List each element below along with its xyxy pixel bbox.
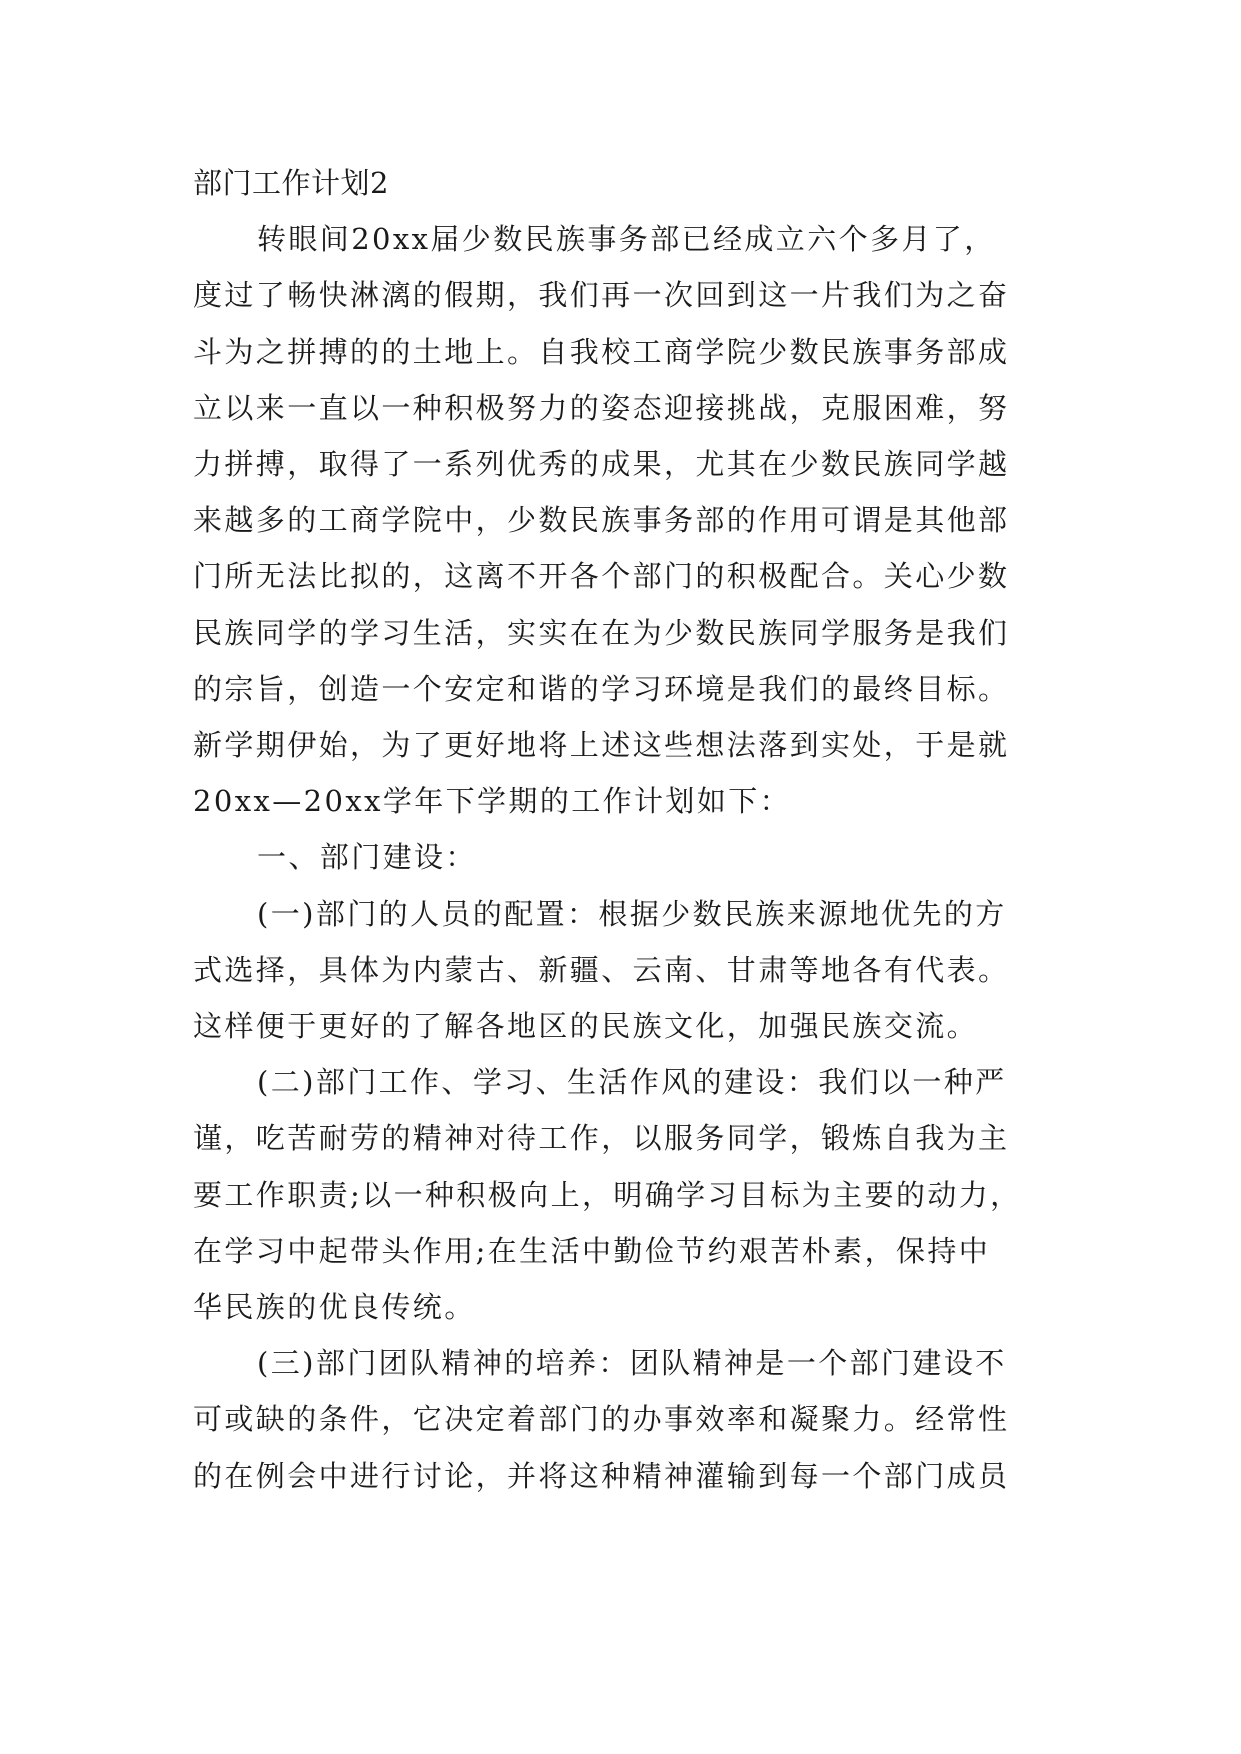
- section-heading: 一、部门建设：: [257, 840, 477, 875]
- text-line: 的在例会中进行讨论，并将这种精神灌输到每一个部门成员: [193, 1458, 1010, 1493]
- text-line: 度过了畅快淋漓的假期，我们再一次回到这一片我们为之奋: [193, 278, 1010, 313]
- text-line: (三)部门团队精神的培养：团队精神是一个部门建设不: [257, 1346, 1007, 1381]
- text-line: 要工作职责;以一种积极向上，明确学习目标为主要的动力，: [193, 1177, 1022, 1212]
- text-line: (一)部门的人员的配置：根据少数民族来源地优先的方: [257, 896, 1007, 931]
- document-text: [193, 211, 1063, 1504]
- text-line: (二)部门工作、学习、生活作风的建设：我们以一种严: [257, 1065, 1007, 1100]
- text-line: 转眼间20xx届少数民族事务部已经成立六个多月了，: [257, 222, 996, 257]
- text-line: 新学期伊始，为了更好地将上述这些想法落到实处，于是就: [193, 728, 1010, 763]
- text-line: 门所无法比拟的，这离不开各个部门的积极配合。关心少数: [193, 559, 1010, 594]
- text-line: 立以来一直以一种积极努力的姿态迎接挑战，克服困难，努: [193, 390, 1010, 425]
- document-title: 部门工作计划2: [193, 166, 389, 200]
- text-line: 来越多的工商学院中，少数民族事务部的作用可谓是其他部: [193, 503, 1010, 538]
- text-line: 这样便于更好的了解各地区的民族文化，加强民族交流。: [193, 1009, 979, 1044]
- text-line: 在学习中起带头作用;在生活中勤俭节约艰苦朴素，保持中: [193, 1233, 991, 1268]
- text-line: 华民族的优良传统。: [193, 1290, 476, 1325]
- text-line: 可或缺的条件，它决定着部门的办事效率和凝聚力。经常性: [193, 1402, 1010, 1437]
- text-line: 式选择，具体为内蒙古、新疆、云南、甘肃等地各有代表。: [193, 952, 1010, 987]
- text-line: 20xx—20xx学年下学期的工作计划如下：: [193, 784, 792, 819]
- text-line: 谨，吃苦耐劳的精神对待工作，以服务同学，锻炼自我为主: [193, 1121, 1010, 1156]
- text-line: 民族同学的学习生活，实实在在为少数民族同学服务是我们: [193, 615, 1010, 650]
- document-body: [193, 155, 1063, 1504]
- text-line: 斗为之拼搏的的土地上。自我校工商学院少数民族事务部成: [193, 334, 1010, 369]
- text-line: 的宗旨，创造一个安定和谐的学习环境是我们的最终目标。: [193, 671, 1010, 706]
- text-line: 力拼搏，取得了一系列优秀的成果，尤其在少数民族同学越: [193, 447, 1010, 482]
